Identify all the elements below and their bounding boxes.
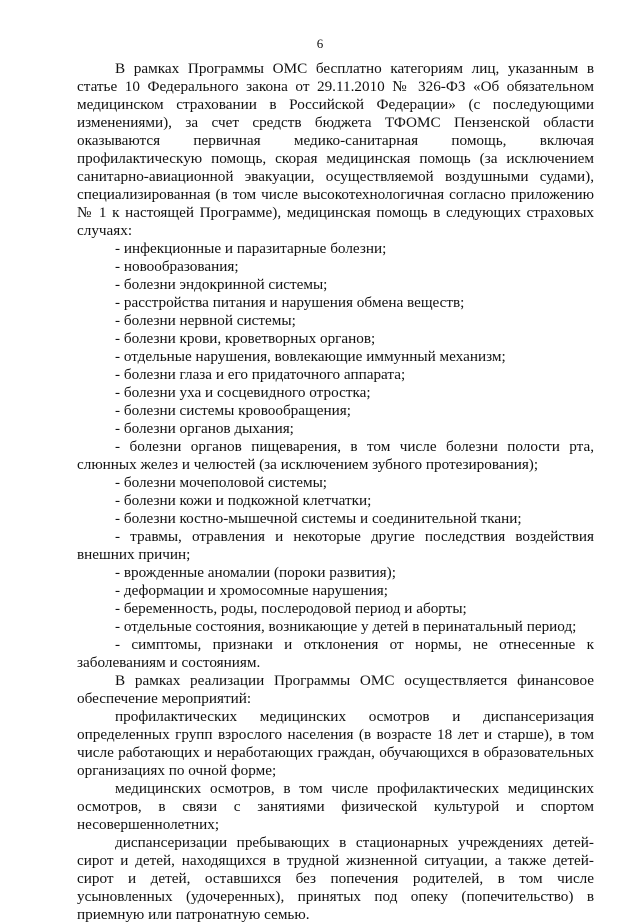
insurance-cases-list (77, 240, 594, 672)
document-body (77, 60, 594, 924)
list-item: - симптомы, признаки и отклонения от нормы, не отнесенные к заболеваниям и состояниям. (77, 636, 594, 671)
list-item: - деформации и хромосомные нарушения; (115, 582, 389, 599)
financing-paragraph: В рамках реализации Программы ОМС осуществляется финансовое обеспечение мероприятий: (77, 672, 594, 707)
list-item: - болезни эндокринной системы; (115, 276, 328, 293)
list-item: - болезни костно-мышечной системы и соединительной ткани; (115, 510, 522, 527)
measure-item: профилактических медицинских осмотров и диспансеризация определенных групп взрослого населения (в возрасте 18 лет и старше), в том числе работающих и неработающих граждан, обучающихся в образовательных организациях по очной форме; (77, 708, 594, 779)
intro-paragraph: В рамках Программы ОМС бесплатно категориям лиц, указанным в статье 10 Федерального закона от 29.11.2010 № 326-ФЗ «Об обязательном медицинском страховании в Российской Федерации» (с последующими изменениями), за счет средств бюджета ТФОМС Пензенской области оказываются первичная медико-санитарная помощь, включая профилактическую помощь, скорая медицинская помощь (за исключением санитарно-авиационной эвакуации, осуществляемой воздушными судами), специализированная (в том числе высокотехнологичная согласно приложению № 1 к настоящей Программе), медицинская помощь в следующих страховых случаях: (77, 60, 594, 239)
page-number: 6 (316, 36, 324, 51)
list-item: - болезни крови, кроветворных органов; (115, 330, 376, 347)
list-item: - отдельные состояния, возникающие у детей в перинатальный период; (115, 618, 577, 635)
list-item: - болезни кожи и подкожной клетчатки; (115, 492, 372, 509)
list-item: - беременность, роды, послеродовой период и аборты; (115, 600, 467, 617)
list-item: - инфекционные и паразитарные болезни; (115, 240, 387, 257)
list-item: - болезни глаза и его придаточного аппарата; (115, 366, 406, 383)
list-item: - болезни системы кровообращения; (115, 402, 351, 419)
list-item: - болезни мочеполовой системы; (115, 474, 328, 491)
list-item: - новообразования; (115, 258, 239, 275)
list-item: - отдельные нарушения, вовлекающие иммунный механизм; (115, 348, 506, 365)
list-item: - расстройства питания и нарушения обмена веществ; (115, 294, 465, 311)
measures-list (77, 708, 594, 924)
list-item: - болезни нервной системы; (115, 312, 296, 329)
list-item: - врожденные аномалии (пороки развития); (115, 564, 396, 581)
list-item: - болезни уха и сосцевидного отростка; (115, 384, 371, 401)
list-item: - травмы, отравления и некоторые другие последствия воздействия внешних причин; (77, 528, 594, 563)
list-item: - болезни органов пищеварения, в том числе болезни полости рта, слюнных желез и челюстей (за исключением зубного протезирования); (77, 438, 594, 473)
measure-item: медицинских осмотров, в том числе профилактических медицинских осмотров, в связи с занятиями физической культурой и спортом несовершеннолетних; (77, 780, 594, 833)
list-item: - болезни органов дыхания; (115, 420, 294, 437)
measure-item: диспансеризации пребывающих в стационарных учреждениях детей-сирот и детей, находящихся в трудной жизненной ситуации, а также детей-сирот и детей, оставшихся без попечения родителей, в том числе усыновленных (удочеренных), принятых под опеку (попечительство) в приемную или патронатную семью. (77, 834, 594, 923)
